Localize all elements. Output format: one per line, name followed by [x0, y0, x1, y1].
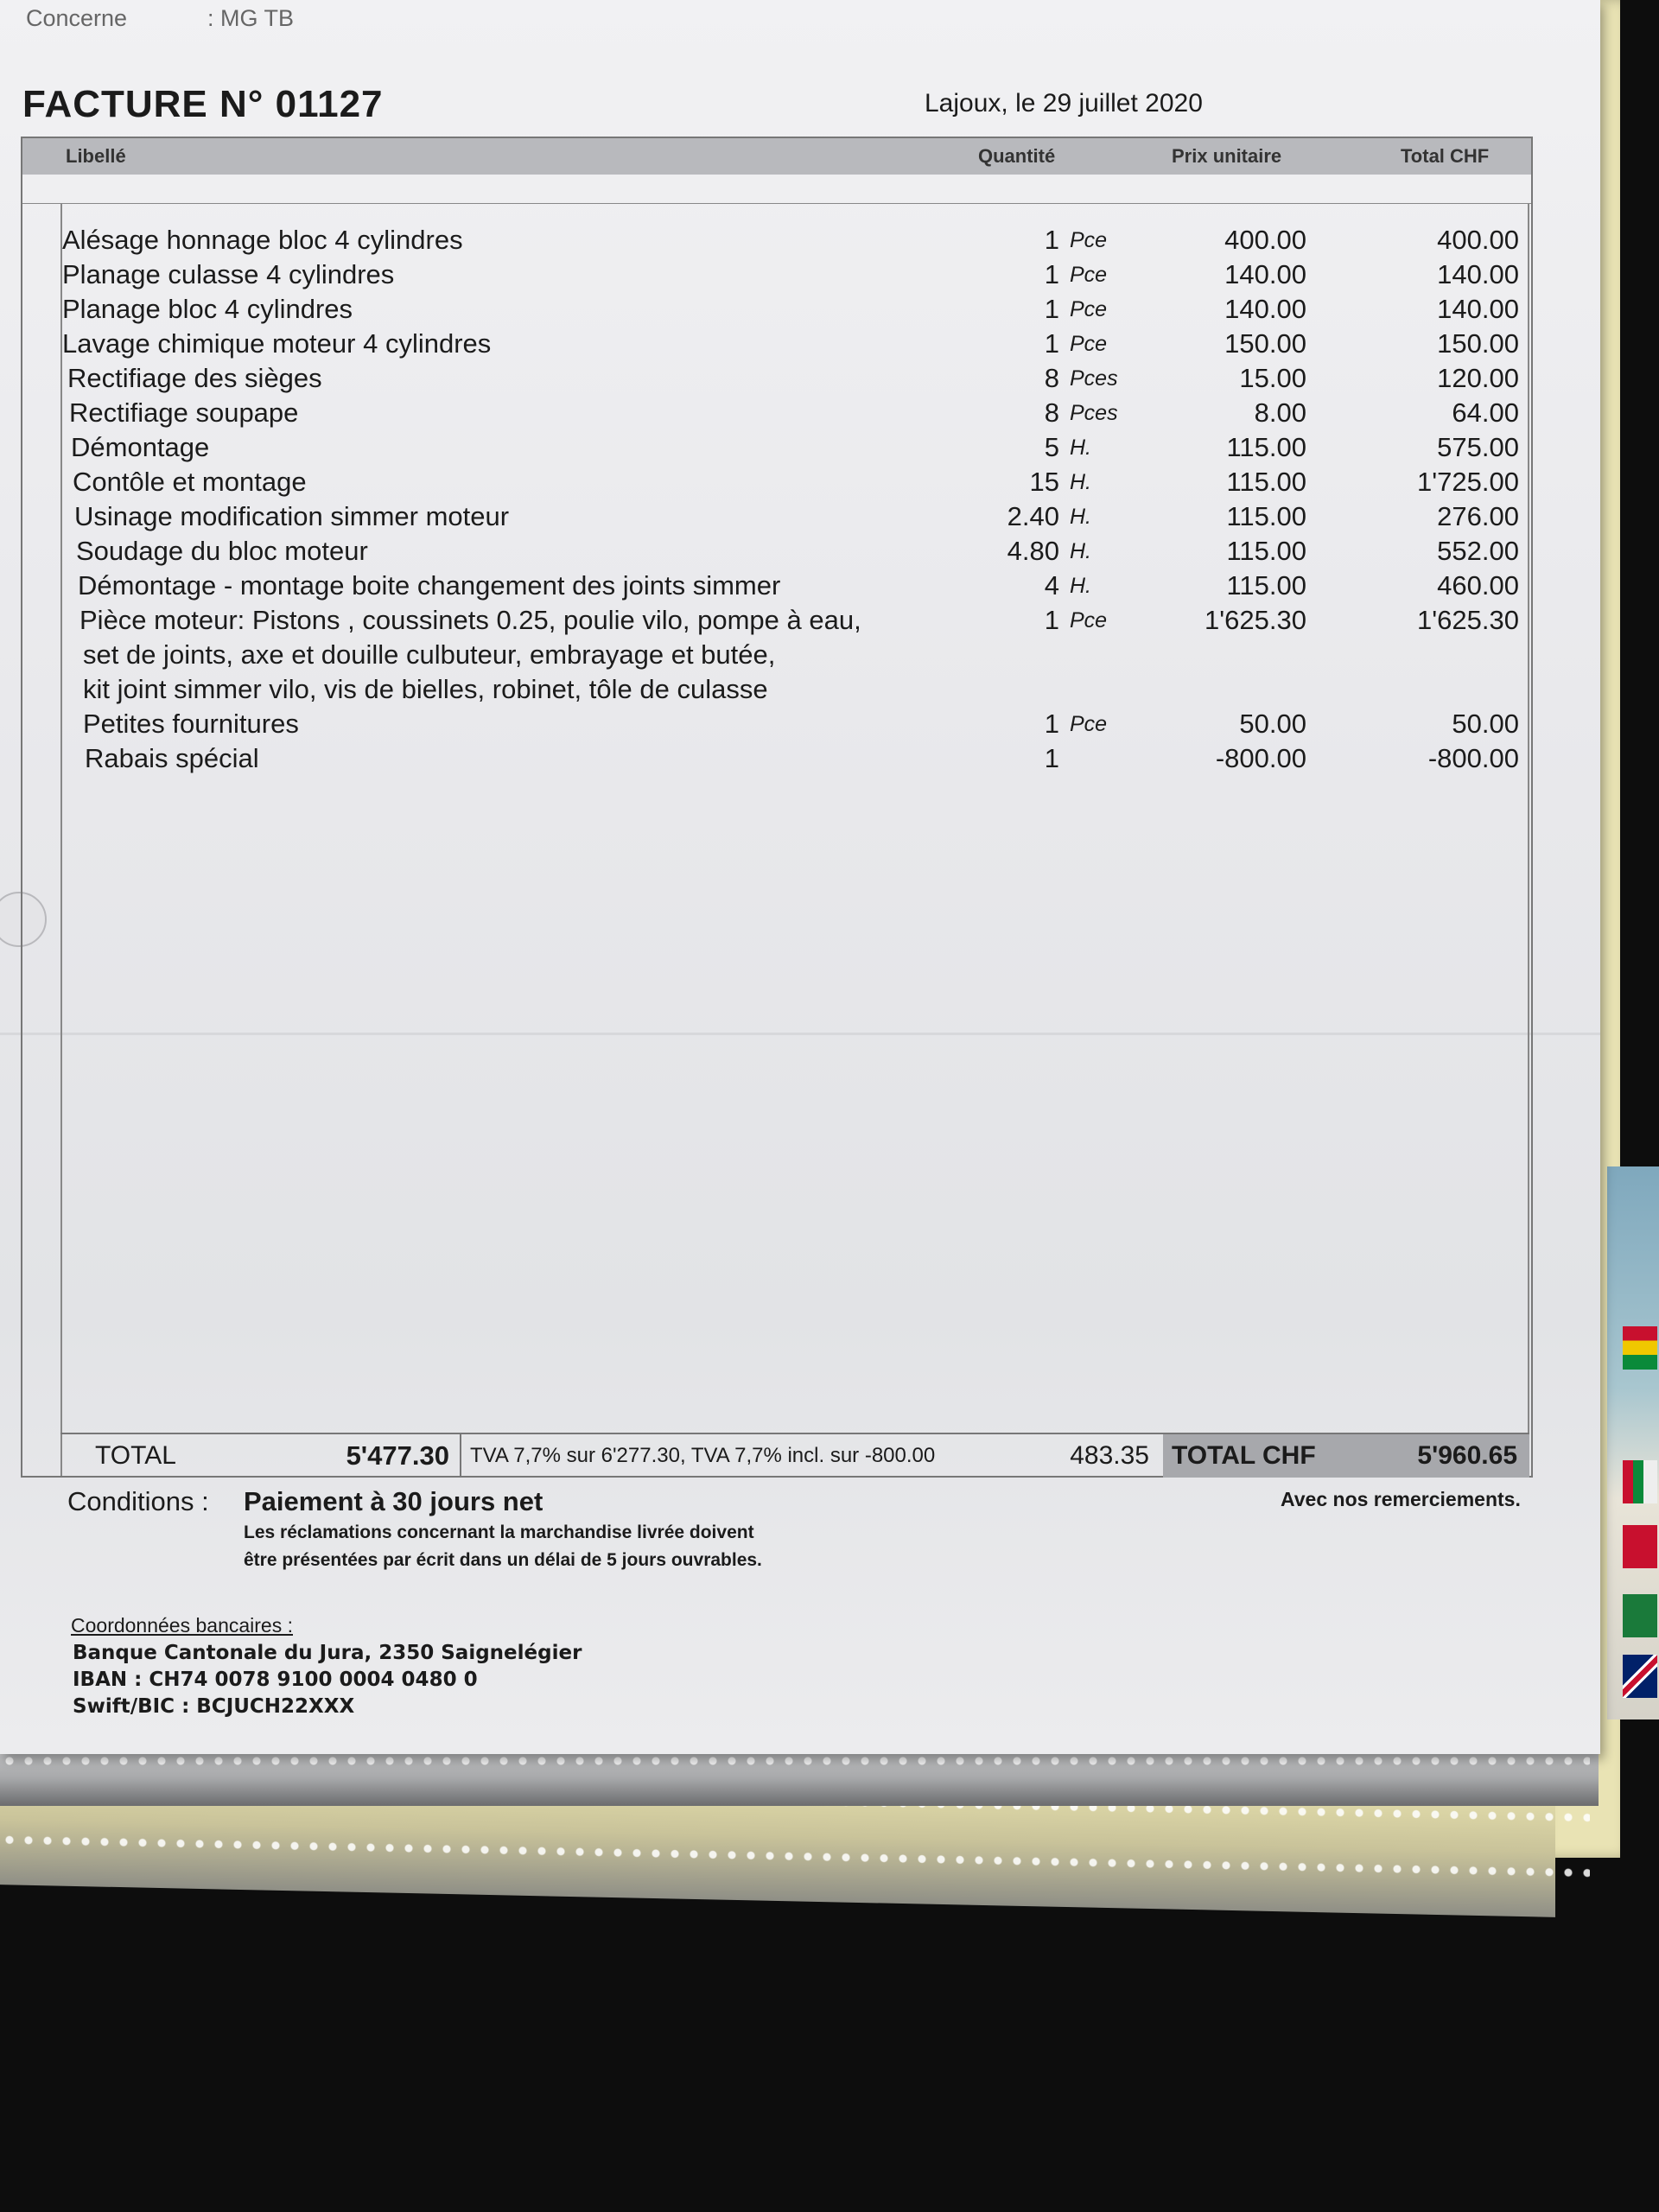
- conditions-label: Conditions :: [67, 1486, 209, 1516]
- invoice-date: Lajoux, le 29 juillet 2020: [925, 89, 1203, 118]
- table-row: [22, 536, 1531, 570]
- item-label: Démontage: [71, 432, 210, 462]
- invoice-title: FACTURE N° 01127: [22, 83, 384, 125]
- item-price: 1'625.30: [1205, 605, 1306, 635]
- conditions-title: Paiement à 30 jours net: [244, 1486, 543, 1516]
- invoice-table: [21, 137, 1533, 1478]
- conditions-line: Les réclamations concernant la marchandise livrée doivent: [244, 1522, 754, 1542]
- item-price: 150.00: [1224, 328, 1306, 359]
- table-row: [22, 225, 1531, 259]
- item-total: 400.00: [1437, 225, 1519, 255]
- item-price: -800.00: [1215, 743, 1306, 773]
- totals-bar: [60, 1433, 1529, 1478]
- item-total: 552.00: [1437, 536, 1519, 566]
- item-qty: 8: [1044, 363, 1059, 393]
- table-header: [22, 138, 1531, 175]
- table-row: [22, 743, 1531, 778]
- item-label: Petites fournitures: [83, 709, 299, 739]
- item-qty: 1: [1044, 294, 1059, 324]
- conditions-line: être présentées par écrit dans un délai de 5 jours ouvrables.: [244, 1550, 762, 1570]
- item-unit: H.: [1070, 435, 1091, 460]
- item-qty: 1: [1044, 743, 1059, 773]
- item-label: Pièce moteur: Pistons , coussinets 0.25, poulie vilo, pompe à eau,: [79, 605, 861, 635]
- item-price: 115.00: [1226, 432, 1306, 462]
- item-unit: Pce: [1070, 332, 1108, 356]
- bank-swift: Swift/BIC : BCJUCH22XXX: [73, 1695, 355, 1718]
- concerne-value: : MG TB: [207, 5, 295, 31]
- item-total: 50.00: [1452, 709, 1519, 739]
- table-row: [22, 467, 1531, 501]
- item-qty: 4.80: [1007, 536, 1059, 566]
- item-unit: Pce: [1070, 608, 1108, 632]
- flag-icon: [1623, 1525, 1657, 1568]
- item-label: Contôle et montage: [73, 467, 307, 497]
- column-header-prix-unitaire: Prix unitaire: [1172, 145, 1282, 167]
- bank-iban: IBAN : CH74 0078 9100 0004 0480 0: [73, 1669, 478, 1691]
- item-qty: 1: [1044, 259, 1059, 289]
- total-chf-label: TOTAL CHF: [1172, 1441, 1316, 1470]
- table-row: [22, 570, 1531, 605]
- thanks-text: Avec nos remerciements.: [1281, 1488, 1521, 1510]
- item-total: -800.00: [1427, 743, 1519, 773]
- table-row: [22, 328, 1531, 363]
- sleeve-perforation: [0, 1833, 1590, 1880]
- item-label: Lavage chimique moteur 4 cylindres: [62, 328, 492, 359]
- item-total: 140.00: [1437, 294, 1519, 324]
- table-row: [22, 432, 1531, 467]
- flag-icon: [1623, 1460, 1657, 1503]
- table-row: [22, 363, 1531, 397]
- item-label-continuation: set de joints, axe et douille culbuteur, embrayage et butée,: [83, 639, 776, 670]
- item-qty: 4: [1044, 570, 1059, 601]
- bank-title: Coordonnées bancaires :: [71, 1614, 293, 1637]
- item-qty: 8: [1044, 397, 1059, 428]
- item-qty: 1: [1044, 709, 1059, 739]
- item-price: 115.00: [1226, 536, 1306, 566]
- item-label: Rectifiage soupape: [69, 397, 299, 428]
- table-row: [22, 294, 1531, 328]
- item-total: 575.00: [1437, 432, 1519, 462]
- item-total: 276.00: [1437, 501, 1519, 531]
- item-price: 140.00: [1224, 259, 1306, 289]
- totals-divider: [460, 1434, 461, 1478]
- bank-name: Banque Cantonale du Jura, 2350 Saignelégier: [73, 1642, 582, 1664]
- item-price: 140.00: [1224, 294, 1306, 324]
- item-price: 15.00: [1239, 363, 1306, 393]
- concerne-label: Concerne: [26, 5, 128, 31]
- column-header-libelle: Libellé: [66, 145, 126, 167]
- item-label: Usinage modification simmer moteur: [74, 501, 510, 531]
- item-qty: 2.40: [1007, 501, 1059, 531]
- item-price: 8.00: [1254, 397, 1306, 428]
- item-price: 400.00: [1224, 225, 1306, 255]
- item-unit: Pce: [1070, 228, 1108, 252]
- item-unit: Pces: [1070, 366, 1118, 391]
- flag-icon: [1623, 1326, 1657, 1370]
- tva-value: 483.35: [1070, 1441, 1149, 1470]
- item-qty: 15: [1029, 467, 1059, 497]
- table-divider: [22, 203, 1531, 204]
- item-total: 120.00: [1437, 363, 1519, 393]
- item-unit: Pce: [1070, 263, 1108, 287]
- sleeve-perforation: [0, 1754, 1590, 1768]
- item-unit: Pce: [1070, 297, 1108, 321]
- item-total: 64.00: [1452, 397, 1519, 428]
- item-price: 115.00: [1226, 570, 1306, 601]
- item-total: 460.00: [1437, 570, 1519, 601]
- item-total: 1'625.30: [1417, 605, 1519, 635]
- item-label: Soudage du bloc moteur: [76, 536, 368, 566]
- item-qty: 1: [1044, 328, 1059, 359]
- item-unit: H.: [1070, 505, 1091, 529]
- item-total: 150.00: [1437, 328, 1519, 359]
- item-label: Planage culasse 4 cylindres: [62, 259, 395, 289]
- item-price: 115.00: [1226, 501, 1306, 531]
- item-qty: 5: [1044, 432, 1059, 462]
- total-label: TOTAL: [95, 1441, 176, 1470]
- table-row: [22, 709, 1531, 743]
- total-chf-value: 5'960.65: [1417, 1441, 1517, 1470]
- item-unit: Pces: [1070, 401, 1118, 425]
- table-row: [22, 259, 1531, 294]
- table-row: [22, 397, 1531, 432]
- item-qty: 1: [1044, 225, 1059, 255]
- flag-icon: [1623, 1655, 1657, 1698]
- flag-icon: [1623, 1594, 1657, 1637]
- item-qty: 1: [1044, 605, 1059, 635]
- item-total: 1'725.00: [1417, 467, 1519, 497]
- item-label: Rabais spécial: [85, 743, 259, 773]
- item-unit: H.: [1070, 539, 1091, 563]
- total-value: 5'477.30: [346, 1440, 449, 1471]
- item-label-continuation: kit joint simmer vilo, vis de bielles, robinet, tôle de culasse: [83, 674, 768, 704]
- tva-text: TVA 7,7% sur 6'277.30, TVA 7,7% incl. sur -800.00: [470, 1444, 936, 1467]
- item-label: Démontage - montage boite changement des joints simmer: [78, 570, 781, 601]
- item-label: Alésage honnage bloc 4 cylindres: [62, 225, 463, 255]
- item-unit: Pce: [1070, 712, 1108, 736]
- item-price: 115.00: [1226, 467, 1306, 497]
- item-label: Rectifiage des sièges: [67, 363, 322, 393]
- item-label: Planage bloc 4 cylindres: [62, 294, 353, 324]
- item-unit: H.: [1070, 574, 1091, 598]
- item-unit: H.: [1070, 470, 1091, 494]
- item-total: 140.00: [1437, 259, 1519, 289]
- item-price: 50.00: [1239, 709, 1306, 739]
- table-row: [22, 605, 1531, 639]
- column-header-total: Total CHF: [1401, 145, 1490, 167]
- column-header-quantite: Quantité: [978, 145, 1056, 167]
- table-row: [22, 501, 1531, 536]
